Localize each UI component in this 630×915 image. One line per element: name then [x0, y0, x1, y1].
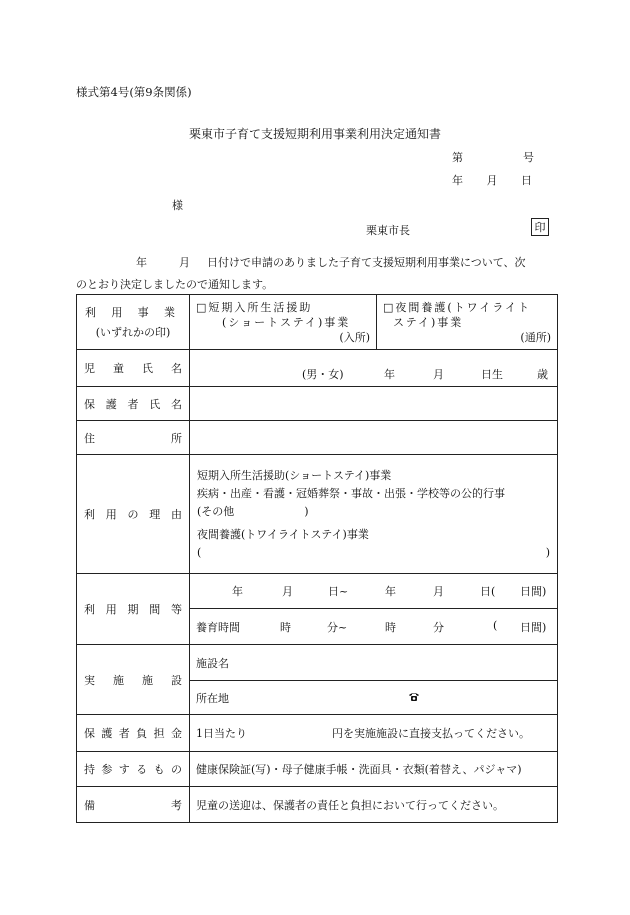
addressee-suffix: 様 [172, 199, 183, 212]
intro-line-1 [76, 254, 556, 270]
intro-month: 月 [179, 256, 190, 269]
reason-twilight-detail: ( ) [197, 545, 550, 559]
child-label-cell [77, 350, 190, 387]
fee-value-cell[interactable] [190, 715, 558, 752]
guardian-label: 保 護 者 氏 名 [84, 397, 182, 411]
period-to-month: 月 [433, 585, 444, 598]
seal-mark: 印 [531, 218, 549, 236]
date-year: 年 [452, 174, 463, 187]
address-label: 住 所 [84, 431, 182, 445]
items-label: 持 参 す る も の [84, 763, 182, 776]
period-to-year: 年 [385, 585, 396, 598]
date-month: 月 [486, 174, 498, 187]
fee-instruction: 円を実施施設に直接支払ってください。 [332, 727, 530, 740]
table-row-child [77, 350, 558, 387]
remarks-text: 児童の送迎は、保護者の責任と負担において行ってください。 [196, 798, 504, 812]
care-days: 日間) [520, 620, 547, 634]
care-paren: ( [493, 618, 498, 632]
care-to-minute: 分 [433, 620, 444, 634]
items-text: 健康保険証(写)・母子健康手帳・洗面具・衣類(着替え、パジャマ) [196, 763, 522, 776]
period-label-cell [77, 574, 190, 645]
service-sublabel: (いずれかの印) [95, 326, 171, 339]
document-number-line [452, 149, 534, 165]
reason-shortstay-heading: 短期入所生活援助(ショートステイ)事業 [197, 468, 392, 482]
reason-label: 利 用 の 理 由 [84, 508, 182, 521]
service-label-cell [77, 295, 190, 350]
period-from-day: 日~ [328, 585, 349, 598]
child-age: 歳 [537, 368, 548, 381]
reason-value-cell[interactable] [190, 455, 558, 574]
number-prefix: 第 [452, 151, 463, 164]
date-day: 日 [521, 174, 532, 187]
form-number: 様式第4号(第9条関係) [76, 85, 192, 99]
twilight-line2: ステイ)事業 [393, 315, 464, 329]
fee-label: 保 護 者 負 担 金 [84, 727, 182, 740]
table-row-period [77, 574, 558, 609]
facility-name-cell[interactable] [190, 645, 558, 681]
fee-label-cell [77, 715, 190, 752]
items-label-cell [77, 752, 190, 787]
facility-location-cell[interactable] [190, 681, 558, 715]
period-to-day: 日( [480, 585, 496, 598]
facility-location-label: 所在地 [196, 691, 229, 705]
document-date-line [452, 172, 532, 188]
address-label-cell [77, 421, 190, 455]
table-row-facility-name [77, 645, 558, 681]
child-birth-month: 月 [433, 368, 444, 381]
care-from-minute: 分~ [327, 620, 348, 634]
child-value-cell[interactable] [190, 350, 558, 387]
service-option-twilight[interactable] [377, 295, 558, 350]
shortstay-line3: (入所) [339, 330, 370, 344]
twilight-line1: □夜間養護(トワイライト [383, 300, 532, 314]
period-dates-cell[interactable] [190, 574, 558, 609]
fee-per-day: 1日当たり [196, 727, 247, 740]
address-value-cell[interactable] [190, 421, 558, 455]
intro-line-2: のとおり決定しましたので通知します。 [76, 278, 274, 291]
issuer-name: 栗東市長 [366, 224, 410, 237]
care-time-cell[interactable] [190, 609, 558, 645]
table-row-items [77, 752, 558, 787]
decision-table [76, 294, 558, 823]
table-row-remarks [77, 787, 558, 823]
twilight-line3: (通所) [520, 330, 551, 344]
reason-other: (その他 ) [197, 504, 309, 518]
care-from-hour: 時 [280, 620, 291, 634]
remarks-value-cell [190, 787, 558, 823]
intro-text: 日付けで申請のありました子育て支援短期利用事業について、次 [207, 256, 526, 269]
child-birth-year: 年 [384, 368, 395, 381]
guardian-label-cell [77, 387, 190, 421]
table-row-reason [77, 455, 558, 574]
remarks-label: 備 考 [84, 798, 182, 812]
child-gender: (男・女) [302, 368, 344, 381]
service-option-shortstay[interactable] [190, 295, 377, 350]
period-from-month: 月 [282, 585, 293, 598]
facility-label: 実 施 施 設 [84, 673, 182, 687]
care-to-hour: 時 [385, 620, 396, 634]
service-label: 利 用 事 業 [85, 306, 175, 319]
document-title: 栗東市子育て支援短期利用事業利用決定通知書 [188, 127, 441, 141]
child-label: 児 童 氏 名 [84, 362, 182, 375]
telephone-icon [408, 691, 420, 705]
remarks-label-cell [77, 787, 190, 823]
child-birth-day: 日生 [481, 368, 503, 381]
reason-shortstay-options: 疾病・出産・看護・冠婚葬祭・事故・出張・学校等の公的行事 [197, 486, 505, 500]
guardian-value-cell[interactable] [190, 387, 558, 421]
number-suffix: 号 [523, 151, 534, 164]
table-row-guardian [77, 387, 558, 421]
items-value-cell [190, 752, 558, 787]
shortstay-line1: □短期入所生活援助 [196, 300, 313, 314]
reason-twilight-heading: 夜間養護(トワイライトステイ)事業 [197, 527, 369, 541]
table-row-fee [77, 715, 558, 752]
table-row-service [77, 295, 558, 350]
intro-year: 年 [136, 256, 147, 269]
care-time-label: 養育時間 [196, 620, 240, 634]
reason-label-cell [77, 455, 190, 574]
shortstay-line2: (ショートステイ)事業 [222, 315, 351, 329]
facility-name-label: 施設名 [196, 656, 229, 670]
facility-label-cell [77, 645, 190, 715]
period-days: 日間) [520, 585, 547, 598]
period-from-year: 年 [232, 585, 243, 598]
table-row-address [77, 421, 558, 455]
period-label: 利 用 期 間 等 [84, 603, 182, 616]
